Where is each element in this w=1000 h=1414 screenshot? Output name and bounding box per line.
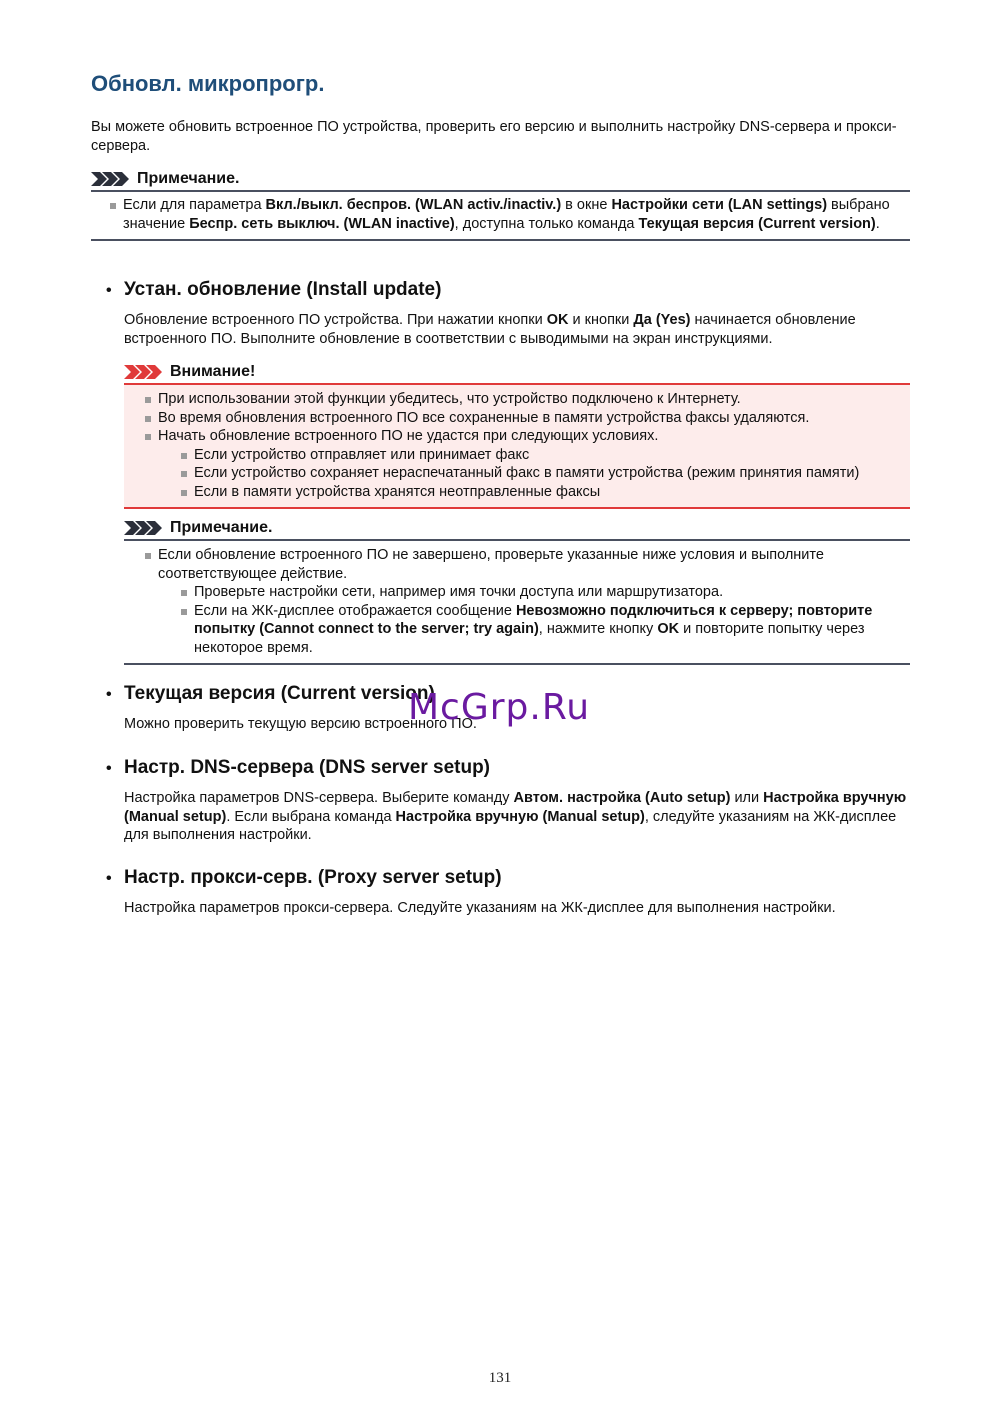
note-header [124,517,910,541]
caution-header [124,361,910,385]
caution-subitem: Если в памяти устройства хранятся неотправленные факсы [180,483,910,502]
note-arrows-icon [91,172,131,186]
current-version-heading: • Текущая версия (Current version) [106,683,435,704]
caution-subitem: Если устройство сохраняет нераспечатанный факс в памяти устройства (режим принятия памяти) [180,464,910,483]
proxy-setup-heading: • Настр. прокси-серв. (Proxy server setup) [106,867,502,888]
page-number: 131 [488,1370,512,1386]
current-version-text: Можно проверить текущую версию встроенного ПО. [124,716,477,732]
caution-item: Начать обновление встроенного ПО не удастся при следующих условиях. [144,427,910,446]
dns-setup-heading: • Настр. DNS-сервера (DNS server setup) [106,757,491,778]
install-update-heading: • Устан. обновление (Install update) [106,279,442,300]
install-note-box [124,517,910,665]
caution-subitem: Если устройство отправляет или принимает факс [180,446,910,465]
caution-item: При использовании этой функции убедитесь, что устройство подключено к Интернету. [144,390,910,409]
page-title: Обновл. микропрогр. [91,71,325,96]
watermark: McGrp.Ru [408,687,591,728]
note-item: Если обновление встроенного ПО не завершено, проверьте указанные ниже условия и выполните соответствующее действие. [144,546,910,583]
note-label: Примечание. [170,518,273,536]
dns-setup-text: Настройка параметров DNS-сервера. Выберите команду Автом. настройка (Auto setup) или Настройка вручную (Manual setup). Если выбрана команда Настройка вручную (Manual setup), следуйте указаниям на ЖК-дисплее для выполнения настройки. [124,790,907,843]
caution-arrows-icon [124,365,164,379]
note-subitem: Если на ЖК-дисплее отображается сообщение Невозможно подключиться к серверу; повторите попытку (Cannot connect to the server; try again), нажмите кнопку OK и повторите попытку через некоторое время. [180,602,910,658]
proxy-setup-text: Настройка параметров прокси-сервера. Следуйте указаниям на ЖК-дисплее для выполнения настройки. [124,900,836,916]
install-update-text: Обновление встроенного ПО устройства. При нажатии кнопки OK и кнопки Да (Yes) начинается обновление встроенного ПО. Выполните обновление в соответствии с выводимыми на экран инструкциями. [124,312,856,347]
intro-text: Вы можете обновить встроенное ПО устройства, проверить его версию и выполнить настройку DNS-сервера и прокси-сервера. [91,119,897,154]
caution-box [124,361,910,509]
note-arrows-icon [124,521,164,535]
note-label: Примечание. [137,169,240,187]
caution-label: Внимание! [170,362,256,380]
note-item: Если для параметра Вкл./выкл. беспров. (WLAN activ./inactiv.) в окне Настройки сети (LAN settings) выбрано значение Беспр. сеть выключ. (WLAN inactive), доступна только команда Текущая версия (Current version). [109,196,910,233]
note-box [91,168,910,241]
note-subitem: Проверьте настройки сети, например имя точки доступа или маршрутизатора. [180,583,910,602]
caution-item: Во время обновления встроенного ПО все сохраненные в памяти устройства факсы удаляются. [144,409,910,428]
note-header [91,168,910,192]
